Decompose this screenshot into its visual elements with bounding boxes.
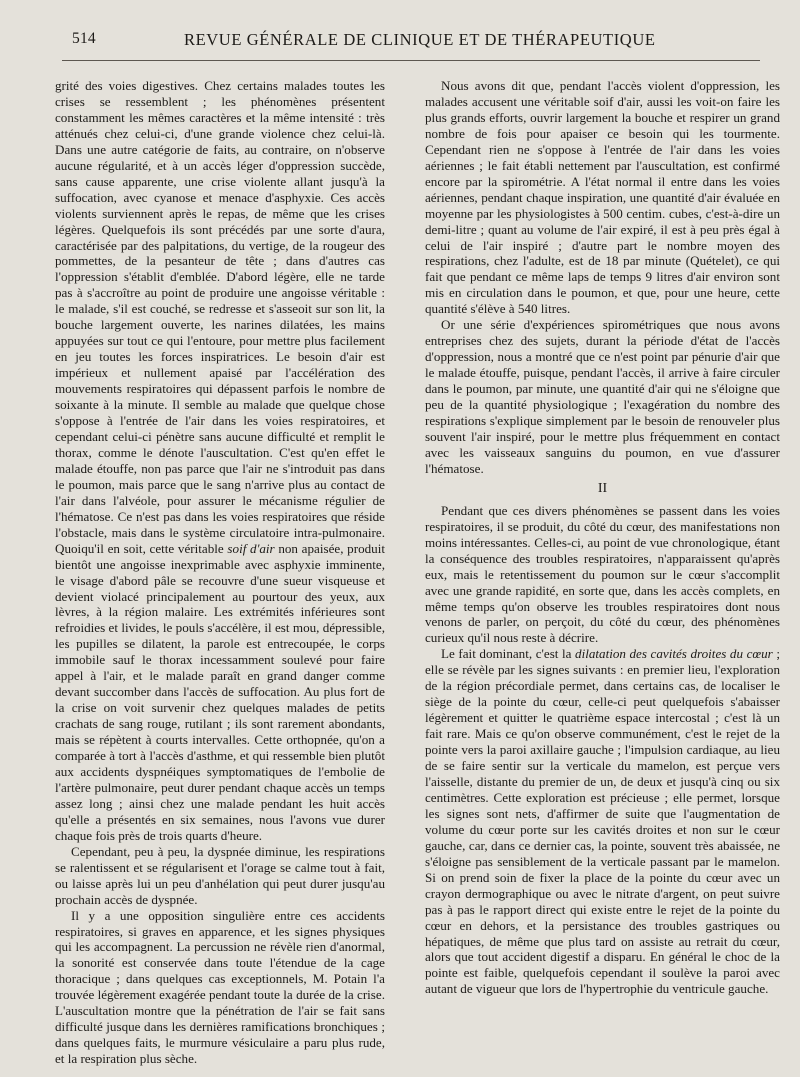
paragraph: Nous avons dit que, pendant l'accès violent d'oppression, les malades accusent une véritable soif d'air, aussi les voit-on faire les plus grands efforts, ouvrir largement la bouche et respirer un grand nombre de fois pour apaiser ce besoin qui les tourmente. Cependant rien ne s'oppose à l'entrée de l'air dans les voies aériennes ; le fait établi nettement par l'auscultation, est confirmé encore par la spirométrie. A l'état normal il entre dans les voies aériennes, pendant chaque inspiration, une quantité d'air évaluée en moyenne par les physiologistes à 500 centim. cubes, c'est-à-dire un demi-litre ; quant au volume de l'air expiré, il est à peu près égal à celui de l'air inspiré ; d'autre part le nombre moyen des respirations, chez l'adulte, est de 18 par minute (Quételet), ce qui fait que pendant ce même laps de temps 9 litres d'air environ sont mis en circulation dans le poumon, et que, pour une heure, cette quantité s'élève à 540 litres. xyxy=(425,78,780,317)
italic-phrase: dilatation des cavités droites du cœur xyxy=(575,646,773,662)
paragraph xyxy=(55,78,385,844)
page-header xyxy=(62,26,760,58)
header-rule xyxy=(62,60,760,61)
page-number: 514 xyxy=(72,30,96,47)
paragraph-text: ; elle se révèle par les signes suivants : en premier lieu, l'exploration de la région précordiale permet, dans certains cas, de localiser le siège de la pointe du cœur, celle-ci peut quelquefois s'abaisser légèrement et quitter le quatrième espace intercostal ; c'est là un fait rare. Mais ce qu'on observe communément, c'est le rejet de la pointe vers la paroi axillaire gauche ; l'impulsion cardiaque, au lieu de se faire sentir sur la verticale du mamelon, est perçue vers l'aisselle, distante du premier de un, de deux et jusqu'à cinq ou six centimètres. Cette exploration est précieuse ; elle permet, lorsque les signes sont nets, d'affirmer de suite que l'augmentation de volume du cœur porte sur les cavités droites et non sur le cœur gauche, car, dans ce dernier cas, la pointe, souvent très abaissée, ne s'éloigne pas sensiblement de la verticale passant par le mamelon. Si on prend soin de fixer la place de la pointe du cœur avec un crayon dermographique ou avec le nitrate d'argent, on peut suivre pas à pas le rapport direct qui existe entre le rejet de la pointe du cœur en dehors, et la persistance des troubles gastriques ou hépatiques, de même que plus tard on assiste au retrait du cœur, alors que tout accident digestif a disparu. En général le choc de la pointe est faible, quelquefois cependant il soulève la paroi avec autant de vigueur que lors de l'hypertrophie du ventricule gauche. xyxy=(425,646,780,997)
right-column xyxy=(425,78,780,997)
left-column xyxy=(55,78,385,1067)
running-title: REVUE GÉNÉRALE DE CLINIQUE ET DE THÉRAPEUTIQUE xyxy=(184,30,656,49)
italic-phrase: soif d'air xyxy=(227,540,275,556)
paragraph: Il y a une opposition singulière entre ces accidents respiratoires, si graves en apparence, et les signes physiques qui les accompagnent. La percussion ne révèle rien d'anormal, la sonorité est conservée dans toute l'étendue de la cage thoracique ; dans quelques cas exceptionnels, M. Potain l'a trouvée légèrement exagérée pendant toute la durée de la crise. L'auscultation montre que la pénétration de l'air se fait sans difficulté jusque dans les dernières ramifications bronchiques ; dans quelques faits, le murmure vésiculaire a paru plus rude, et la respiration plus sèche. xyxy=(55,907,385,1067)
paragraph: Cependant, peu à peu, la dyspnée diminue, les respirations se ralentissent et se régularisent et l'orage se calme tout à fait, ou laisse après lui un peu d'anhélation qui peut durer jusqu'au prochain accès de dyspnée. xyxy=(55,843,385,907)
paragraph-text: Le fait dominant, c'est la xyxy=(441,646,576,662)
paragraph xyxy=(425,646,780,997)
paragraph: Pendant que ces divers phénomènes se passent dans les voies respiratoires, il se produit, du côté du cœur, des manifestations non moins intéressantes. Celles-ci, au point de vue chronologique, étant la conséquence des troubles respiratoires, n'apparaissent qu'après eux, mais le retentissement du poumon sur le cœur s'accomplit avec une grande rapidité, en sorte que, dans les accès complets, en même temps qu'on observe les troubles respiratoires dont nous venons de parler, on perçoit, du côté du cœur, des phénomènes curieux qu'il nous reste à décrire. xyxy=(425,502,780,646)
paragraph-text: grité des voies digestives. Chez certains malades toutes les crises se ressemblent ; les phénomènes présentent constamment les mêmes caractères et la même intensité : très atténués chez celui-ci, d'une grande violence chez celui-là. Dans une autre catégorie de faits, au contraire, on n'observe aucune régularité, et à un accès léger d'oppression succède, sans cause apparente, une crise violente allant jusqu'à la suffocation, avec cyanose et menace d'asphyxie. Ces accès violents surviennent après le repas, de même que les crises légères. Quelquefois ils sont précédés par une sorte d'aura, caractérisée par des palpitations, du vertige, de la rougeur des pommettes, de la pesanteur de tête ; dans d'autres cas l'oppression s'établit d'emblée. D'abord légère, elle ne tarde pas à s'accroître au point de produire une angoisse véritable : le malade, s'il est couché, se redresse et s'asseoit sur son lit, la bouche largement ouverte, les narines dilatées, les mains appuyées sur tout ce qui l'entoure, pour mettre plus facilement en jeu toutes les forces inspiratrices. Le besoin d'air est impérieux et nullement apaisé par l'accélération des mouvements respiratoires qui dépassent parfois le nombre de soixante à la minute. Il semble au malade que quelque chose s'oppose à l'entrée de l'air dans les voies respiratoires, et cependant celui-ci pénètre sans aucune difficulté et remplit le thorax, comme le dénote l'auscultation. C'est qu'en effet le malade étouffe, non pas parce que l'air ne s'introduit pas dans le poumon, mais parce que le sang n'arrive plus au contact de l'air dans l'alvéole, pour assurer le mécanisme régulier de l'hématose. Ce n'est pas dans les voies respiratoires que réside l'obstacle, mais dans le système circulatoire intra-pulmonaire. Quoiqu'il en soit, cette véritable xyxy=(55,78,385,556)
section-number: II xyxy=(597,480,608,496)
paragraph: Or une série d'expériences spirométriques que nous avons entreprises chez des sujets, durant la période d'état de l'accès d'oppression, nous a montré que ce n'est point par pénurie d'air que le malade étouffe, puisque, pendant l'accès, il arrive à faire circuler dans le poumon, par minute, une quantité d'air qui ne s'éloigne que peu de la quantité physiologique ; l'exagération du nombre des respirations s'explique simplement par le besoin de renouveler plus souvent l'air inspiré, pour le mettre plus fréquemment en contact avec les vaisseaux sanguins du poumon, en vue d'assurer l'hématose. xyxy=(425,317,780,476)
paragraph-text: non apaisée, produit bientôt une angoisse inexprimable avec asphyxie imminente, le visage d'abord pâle se recouvre d'une sueur visqueuse et devient violacé principalement au pourtour des yeux, aux lèvres, à la région malaire. Les extrémités inférieures sont refroidies et livides, le pouls s'accélère, il est mou, dépressible, les pupilles se dilatent, la parole est entrecoupée, le corps immobile sauf le thorax incessamment soulevé pour faire appel à l'air, et le malade paraît en grand danger comme devant succomber dans l'accès de suffocation. Au plus fort de la crise on voit survenir chez quelques malades de petits crachats de sang rouge, rutilant ; ils sont rarement abondants, mais se répètent à courts intervalles. Cette orthopnée, qu'on a comparée à tort à l'accès d'asthme, et qui ressemble bien plutôt aux accidents dyspnéiques symptomatiques de l'embolie de l'artère pulmonaire, peut durer pendant chaque accès un temps assez long ; ainsi chez une malade pendant les huit accès qu'elle a présentés en six semaines, nous l'avons vue durer chaque fois près de trois quarts d'heure. xyxy=(55,540,385,843)
